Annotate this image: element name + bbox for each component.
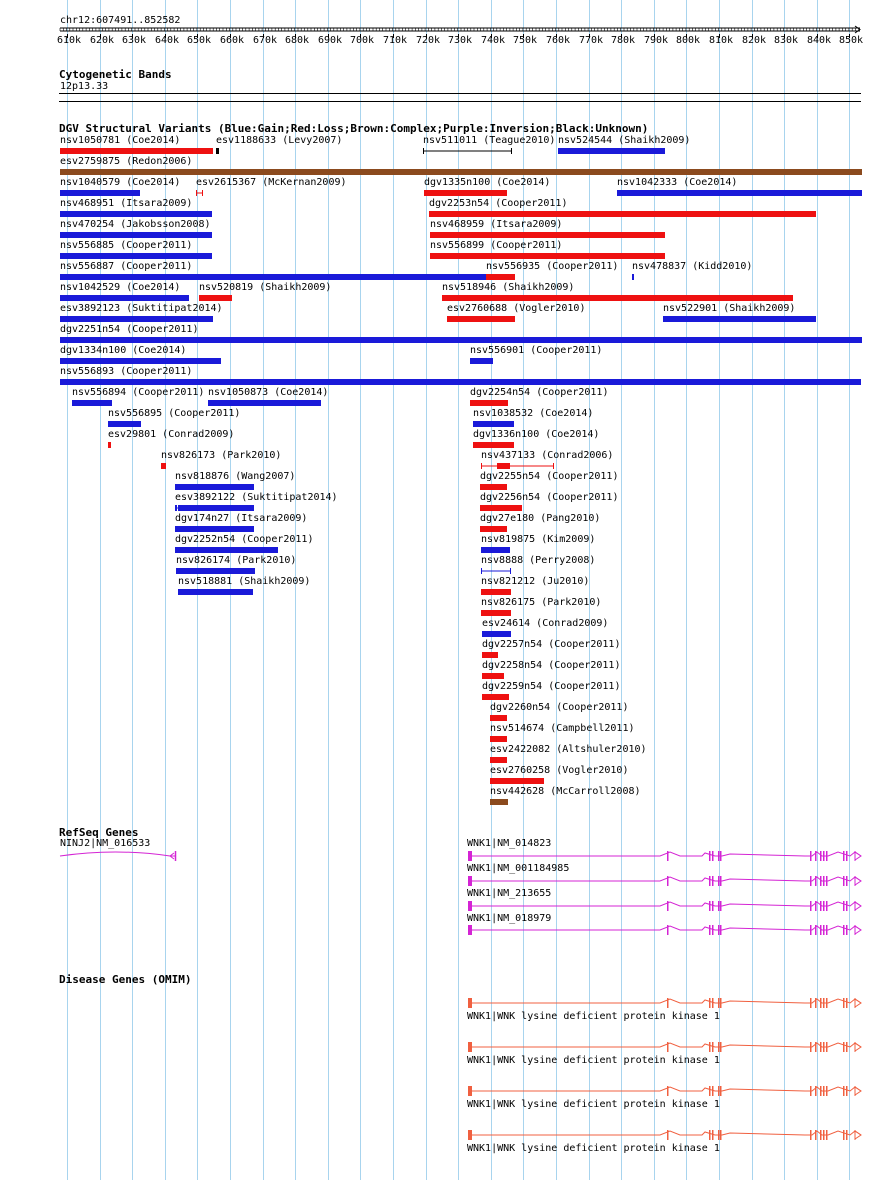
sv-label: esv24614 (Conrad2009): [482, 618, 609, 629]
exon: [843, 998, 845, 1008]
sv-label: nsv556901 (Cooper2011): [470, 345, 603, 356]
exon: [810, 998, 812, 1008]
sv-label: esv3892122 (Suktitipat2014): [175, 492, 338, 503]
wnk1-transcript-model[interactable]: [468, 901, 861, 911]
sv-label: nsv1042529 (Coe2014): [60, 282, 181, 293]
exon: [846, 925, 848, 935]
ruler-tick-label: 820k: [742, 35, 767, 46]
exon: [815, 1042, 817, 1052]
sv-label: esv3892123 (Suktitipat2014): [60, 303, 223, 314]
omim-gene-label: WNK1|WNK lysine deficient protein kinase 1: [467, 1055, 720, 1066]
exon: [815, 925, 817, 935]
strand-arrow: [855, 999, 861, 1007]
exon: [709, 998, 711, 1008]
ruler-tick-label: 700k: [350, 35, 375, 46]
ruler-tick-label: 720k: [416, 35, 441, 46]
exon: [826, 1130, 828, 1140]
exon: [468, 1130, 472, 1140]
gene-label: WNK1|NM_018979: [467, 913, 552, 924]
exon: [843, 925, 845, 935]
sv-label: nsv518946 (Shaikh2009): [442, 282, 575, 293]
exon: [815, 1086, 817, 1096]
sv-label: nsv470254 (Jakobsson2008): [60, 219, 211, 230]
ruler-tick-label: 810k: [709, 35, 734, 46]
sv-label: nsv826173 (Park2010): [161, 450, 282, 461]
exon: [823, 901, 825, 911]
sv-label: esv2759875 (Redon2006): [60, 156, 193, 167]
omim-gene-label: WNK1|WNK lysine deficient protein kinase 1: [467, 1011, 720, 1022]
exon: [826, 1042, 828, 1052]
exon: [718, 901, 720, 911]
sv-label: dgv1335n100 (Coe2014): [424, 177, 551, 188]
strand-arrow: [855, 902, 861, 910]
intron-line: [472, 1131, 861, 1135]
exon: [820, 851, 822, 861]
exon: [718, 851, 720, 861]
exon: [720, 1042, 722, 1052]
wnk1-transcript-model[interactable]: [468, 925, 861, 935]
ruler-tick-label: 620k: [90, 35, 115, 46]
sv-label: nsv468959 (Itsara2009): [430, 219, 563, 230]
ruler-tick-label: 640k: [155, 35, 180, 46]
exon: [826, 851, 828, 861]
intron-line: [472, 999, 861, 1003]
exon: [718, 925, 720, 935]
exon: [709, 1042, 711, 1052]
exon: [468, 1042, 472, 1052]
cyto-band-label: 12p13.33: [60, 81, 109, 92]
gene-label: NINJ2|NM_016533: [60, 838, 151, 849]
exon: [709, 851, 711, 861]
exon: [826, 1086, 828, 1096]
exon: [846, 901, 848, 911]
ruler-tick-label: 610k: [57, 35, 82, 46]
sv-label: nsv518881 (Shaikh2009): [178, 576, 311, 587]
exon: [820, 901, 822, 911]
strand-arrow: [855, 1131, 861, 1139]
sv-label: nsv556894 (Cooper2011): [72, 387, 205, 398]
omim-gene-label: WNK1|WNK lysine deficient protein kinase 1: [467, 1099, 720, 1110]
sv-label: esv2615367 (McKernan2009): [196, 177, 347, 188]
ruler-tick-label: 730k: [448, 35, 473, 46]
exon: [810, 901, 812, 911]
sv-label: nsv556893 (Cooper2011): [60, 366, 193, 377]
exon: [810, 876, 812, 886]
exon: [823, 998, 825, 1008]
sv-label: nsv522901 (Shaikh2009): [663, 303, 796, 314]
sv-label: nsv442628 (McCarroll2008): [490, 786, 641, 797]
sv-label: nsv514674 (Campbell2011): [490, 723, 635, 734]
omim-gene-label: WNK1|WNK lysine deficient protein kinase 1: [467, 1143, 720, 1154]
exon: [667, 1130, 669, 1140]
exon: [815, 901, 817, 911]
exon: [667, 1086, 669, 1096]
exon: [823, 1086, 825, 1096]
omim-gene-model[interactable]: [468, 1042, 861, 1052]
sv-label: nsv468951 (Itsara2009): [60, 198, 193, 209]
exon: [720, 998, 722, 1008]
ruler-tick-label: 780k: [611, 35, 636, 46]
sv-label: nsv1040579 (Coe2014): [60, 177, 181, 188]
exon: [815, 998, 817, 1008]
exon: [667, 851, 669, 861]
exon: [468, 1086, 472, 1096]
strand-arrow: [855, 1087, 861, 1095]
exon: [843, 1086, 845, 1096]
sv-label: dgv2258n54 (Cooper2011): [482, 660, 621, 671]
exon: [720, 1130, 722, 1140]
ruler-tick-label: 770k: [579, 35, 604, 46]
exon: [815, 1130, 817, 1140]
ruler-tick-label: 650k: [187, 35, 212, 46]
exon: [843, 876, 845, 886]
wnk1-transcript-model[interactable]: [468, 851, 861, 861]
exon: [709, 876, 711, 886]
exon: [846, 1130, 848, 1140]
sv-label: dgv2260n54 (Cooper2011): [490, 702, 629, 713]
sv-label: dgv2252n54 (Cooper2011): [175, 534, 314, 545]
sv-label: nsv437133 (Conrad2006): [481, 450, 614, 461]
exon: [709, 901, 711, 911]
exon: [820, 1130, 822, 1140]
exon: [810, 1042, 812, 1052]
exon: [718, 1130, 720, 1140]
exon: [820, 1086, 822, 1096]
sv-label: esv2760258 (Vogler2010): [490, 765, 629, 776]
sv-label: nsv556885 (Cooper2011): [60, 240, 193, 251]
exon: [810, 925, 812, 935]
sv-label: dgv2253n54 (Cooper2011): [429, 198, 568, 209]
exon: [720, 1086, 722, 1096]
cyto-track-title: Cytogenetic Bands: [59, 68, 172, 81]
ruler-tick-label: 690k: [318, 35, 343, 46]
exon: [846, 876, 848, 886]
sv-label: esv2422082 (Altshuler2010): [490, 744, 647, 755]
strand-arrow: [855, 926, 861, 934]
exon: [720, 851, 722, 861]
exon: [718, 998, 720, 1008]
gene-label: WNK1|NM_001184985: [467, 863, 570, 874]
sv-label: nsv1050781 (Coe2014): [60, 135, 181, 146]
exon: [709, 1130, 711, 1140]
exon: [810, 1086, 812, 1096]
ruler-tick-label: 840k: [807, 35, 832, 46]
exon: [712, 998, 714, 1008]
intron-line: [472, 926, 861, 930]
sv-label: nsv478837 (Kidd2010): [632, 261, 753, 272]
exon: [826, 925, 828, 935]
exon: [820, 925, 822, 935]
omim-gene-model[interactable]: [468, 1086, 861, 1096]
exon: [718, 1042, 720, 1052]
ruler-tick-label: 760k: [546, 35, 571, 46]
sv-label: dgv2254n54 (Cooper2011): [470, 387, 609, 398]
exon: [712, 851, 714, 861]
exon: [712, 925, 714, 935]
exon: [826, 876, 828, 886]
exon: [843, 851, 845, 861]
exon: [810, 851, 812, 861]
exon: [718, 1086, 720, 1096]
sv-label: nsv826174 (Park2010): [176, 555, 297, 566]
exon: [709, 1086, 711, 1096]
sv-label: esv1188633 (Levy2007): [216, 135, 343, 146]
sv-label: dgv2259n54 (Cooper2011): [482, 681, 621, 692]
intron-line: [472, 902, 861, 906]
sv-label: nsv1050873 (Coe2014): [208, 387, 329, 398]
sv-label: dgv27e180 (Pang2010): [480, 513, 601, 524]
sv-label: dgv2255n54 (Cooper2011): [480, 471, 619, 482]
locus-label: chr12:607491..852582: [60, 15, 181, 26]
ruler-tick-label: 740k: [481, 35, 506, 46]
sv-label: nsv8888 (Perry2008): [481, 555, 596, 566]
sv-label: nsv524544 (Shaikh2009): [558, 135, 691, 146]
ruler-tick-label: 710k: [383, 35, 408, 46]
exon: [468, 851, 472, 861]
sv-label: nsv556887 (Cooper2011): [60, 261, 193, 272]
ruler-tick-label: 850k: [839, 35, 864, 46]
sv-label: dgv174n27 (Itsara2009): [175, 513, 308, 524]
exon: [815, 851, 817, 861]
exon: [826, 998, 828, 1008]
exon: [712, 1086, 714, 1096]
intron-line: [60, 852, 170, 856]
sv-label: nsv556935 (Cooper2011): [486, 261, 619, 272]
exon: [720, 925, 722, 935]
omim-gene-model[interactable]: [468, 1130, 861, 1140]
exon: [667, 1042, 669, 1052]
exon: [712, 1042, 714, 1052]
sv-label: nsv826175 (Park2010): [481, 597, 602, 608]
exon: [815, 876, 817, 886]
exon: [667, 876, 669, 886]
exon: [468, 998, 472, 1008]
exon: [712, 1130, 714, 1140]
exon: [843, 1130, 845, 1140]
intron-line: [472, 1043, 861, 1047]
exon: [846, 1042, 848, 1052]
ruler-tick-label: 830k: [774, 35, 799, 46]
ruler-tick-label: 800k: [676, 35, 701, 46]
ruler-tick-label: 670k: [253, 35, 278, 46]
exon: [846, 851, 848, 861]
intron-line: [472, 877, 861, 881]
exon: [820, 998, 822, 1008]
exon: [468, 925, 472, 935]
dgv-track-title: DGV Structural Variants (Blue:Gain;Red:Loss;Brown:Complex;Purple:Inversion;Black:Unknown): [59, 122, 649, 135]
exon: [667, 998, 669, 1008]
exon: [826, 901, 828, 911]
sv-label: nsv819875 (Kim2009): [481, 534, 596, 545]
exon: [823, 876, 825, 886]
sv-label: dgv1334n100 (Coe2014): [60, 345, 187, 356]
exon: [468, 876, 472, 886]
sv-label: nsv821212 (Ju2010): [481, 576, 590, 587]
exon: [712, 876, 714, 886]
sv-label: esv2760688 (Vogler2010): [447, 303, 586, 314]
wnk1-transcript-model[interactable]: [468, 876, 861, 886]
strand-arrow: [855, 877, 861, 885]
exon: [712, 901, 714, 911]
refseq-track-title: RefSeq Genes: [59, 826, 139, 839]
omim-track-title: Disease Genes (OMIM): [59, 973, 192, 986]
sv-label: nsv556895 (Cooper2011): [108, 408, 241, 419]
sv-label: dgv2251n54 (Cooper2011): [60, 324, 199, 335]
strand-arrow: [855, 1043, 861, 1051]
ruler-tick-label: 750k: [513, 35, 538, 46]
sv-label: nsv1042333 (Coe2014): [617, 177, 738, 188]
omim-gene-model[interactable]: [468, 998, 861, 1008]
intron-line: [472, 1087, 861, 1091]
exon: [667, 925, 669, 935]
sv-label: dgv2257n54 (Cooper2011): [482, 639, 621, 650]
ruler-tick-label: 660k: [220, 35, 245, 46]
exon: [823, 851, 825, 861]
exon: [667, 901, 669, 911]
exon: [468, 901, 472, 911]
exon: [843, 901, 845, 911]
exon: [709, 925, 711, 935]
gene-label: WNK1|NM_014823: [467, 838, 552, 849]
sv-label: nsv556899 (Cooper2011): [430, 240, 563, 251]
exon: [843, 1042, 845, 1052]
exon: [720, 901, 722, 911]
strand-arrow: [855, 852, 861, 860]
sv-label: esv29801 (Conrad2009): [108, 429, 235, 440]
exon: [846, 998, 848, 1008]
exon: [846, 1086, 848, 1096]
exon: [823, 925, 825, 935]
exon: [720, 876, 722, 886]
exon: [823, 1130, 825, 1140]
exon: [718, 876, 720, 886]
ruler-tick-label: 630k: [122, 35, 147, 46]
exon: [820, 876, 822, 886]
intron-line: [472, 852, 861, 856]
exon: [820, 1042, 822, 1052]
sv-label: dgv2256n54 (Cooper2011): [480, 492, 619, 503]
sv-label: dgv1336n100 (Coe2014): [473, 429, 600, 440]
sv-label: nsv1038532 (Coe2014): [473, 408, 594, 419]
sv-label: nsv818876 (Wang2007): [175, 471, 296, 482]
sv-label: nsv520819 (Shaikh2009): [199, 282, 332, 293]
gene-label: WNK1|NM_213655: [467, 888, 552, 899]
exon: [823, 1042, 825, 1052]
sv-label: nsv511011 (Teague2010): [423, 135, 556, 146]
exon: [810, 1130, 812, 1140]
ruler-tick-label: 790k: [644, 35, 669, 46]
ruler-tick-label: 680k: [285, 35, 310, 46]
